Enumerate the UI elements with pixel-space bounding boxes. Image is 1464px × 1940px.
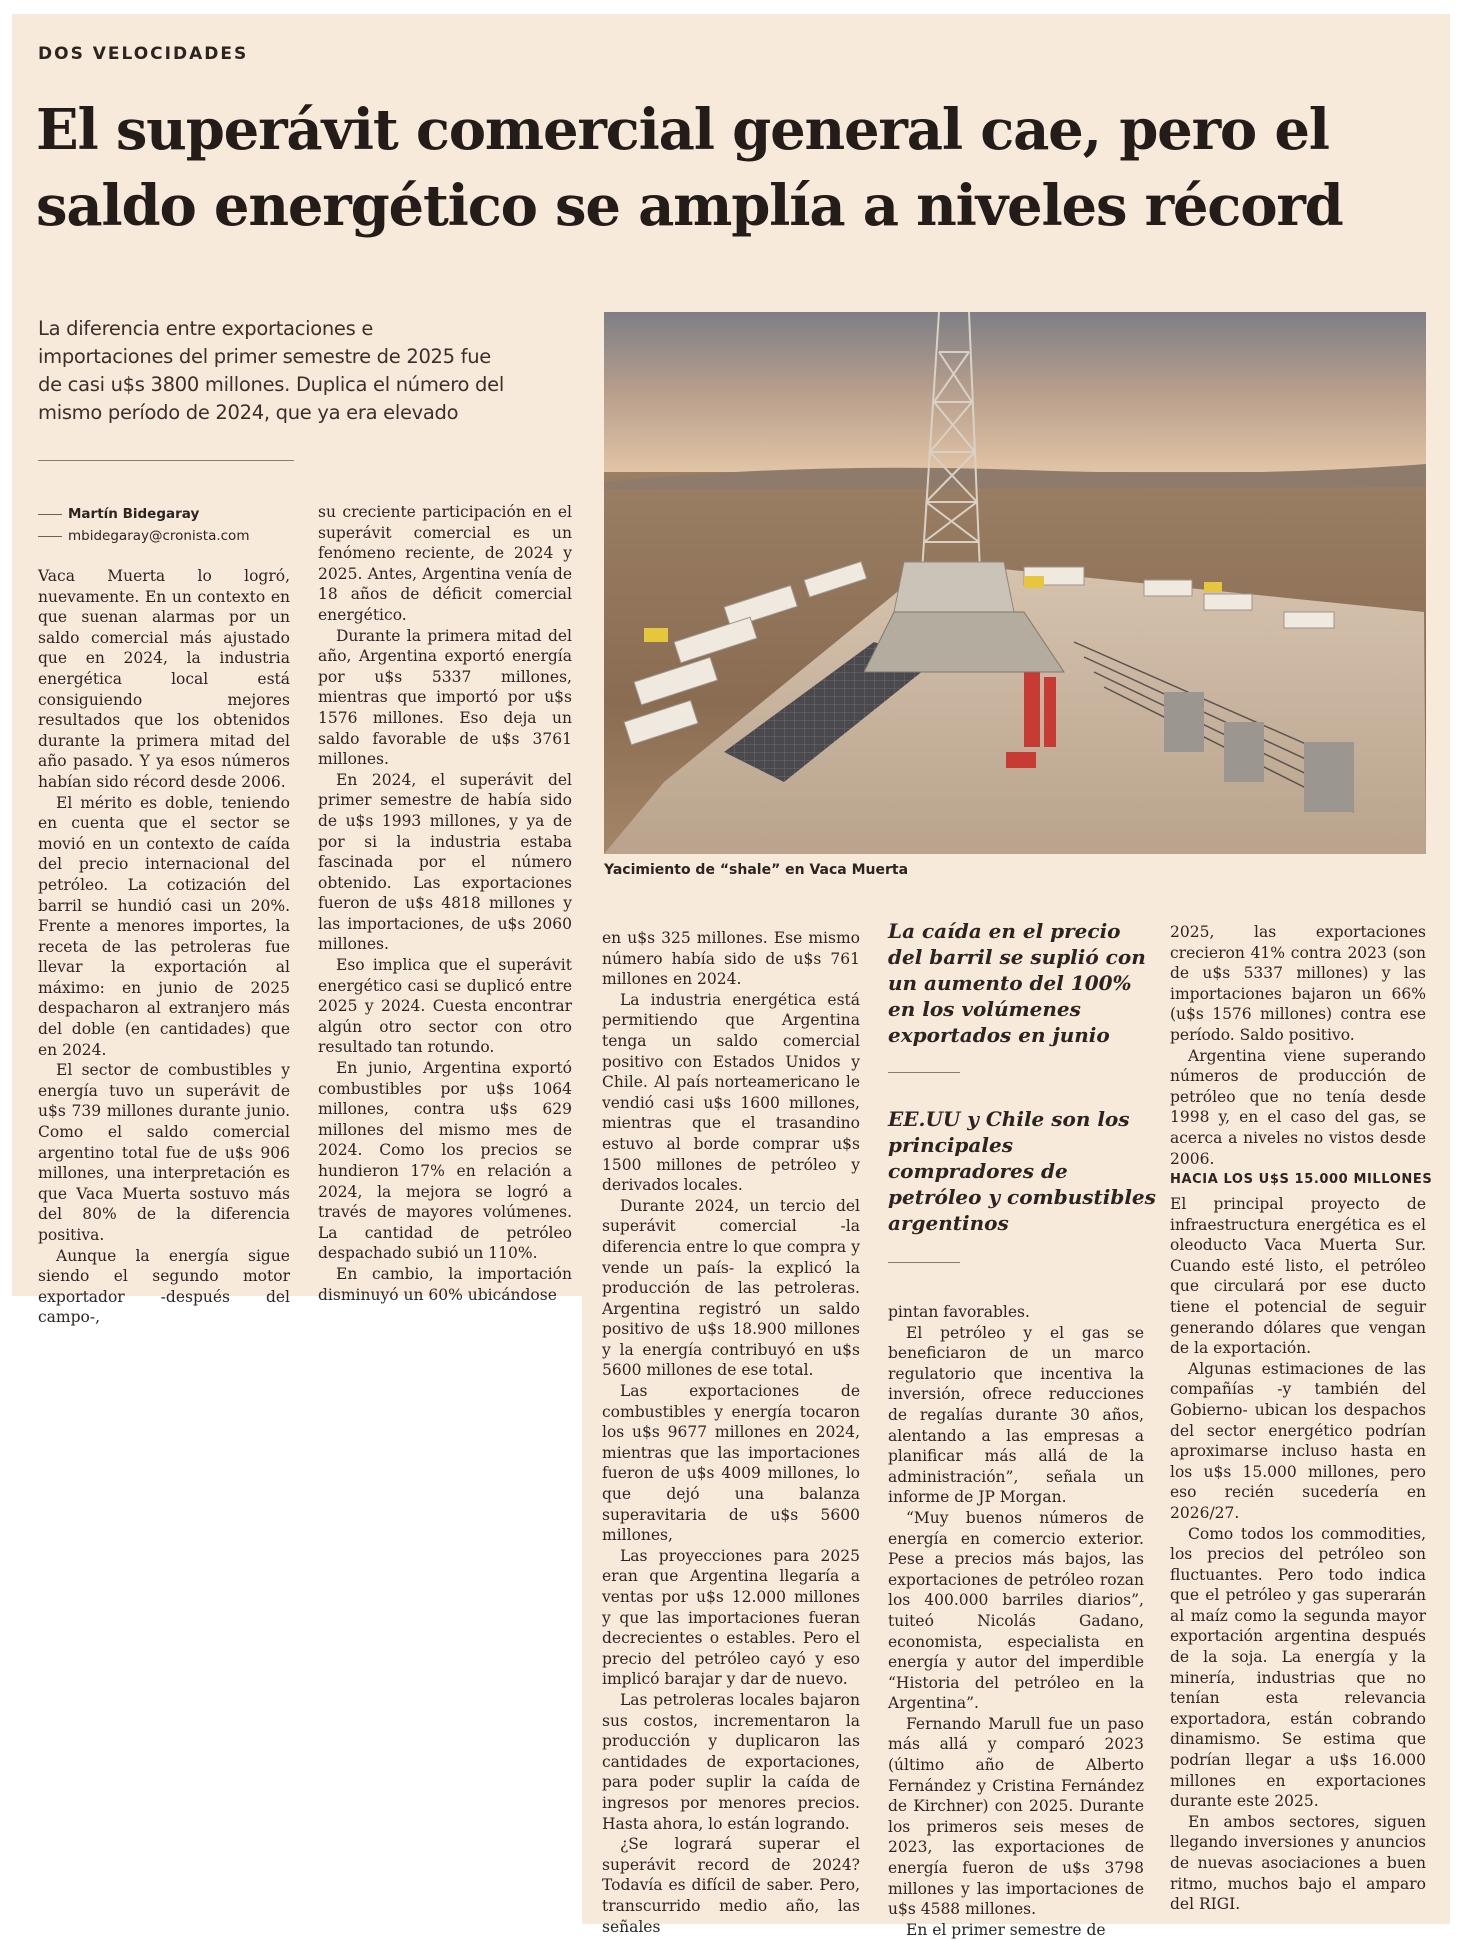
paragraph: Vaca Muerta lo logró, nuevamente. En un contexto en que suenan alarmas por un saldo comercial más ajustado que en 2024, la industria energética local está consiguiendo mejores resultados que los obtenidos durante la primera mitad del año pasado. Y ya esos números habían sido récord desde 2006. bbox=[38, 567, 290, 791]
paragraph: en u$s 325 millones. Ese mismo número había sido de u$s 761 millones en 2024. bbox=[602, 929, 860, 989]
paragraph: Como todos los commodities, los precios del petróleo son fluctuantes. Pero todo indica que el petróleo y gas superarán al maíz como la segunda mayor exportación argentina después de la soja. La energía y la minería, industrias que no tenían esta relevancia exportadora, están cobrando dinamismo. Se estima que podrían llegar a u$s 16.000 millones en exportaciones durante este 2025. bbox=[1170, 1524, 1426, 1811]
paragraph: En ambos sectores, siguen llegando inversiones y anuncios de nuevas asociaciones a buen ritmo, muchos bajo el amparo del RIGI. bbox=[1170, 1812, 1426, 1914]
byline-author bbox=[38, 506, 298, 522]
paragraph: La industria energética está permitiendo que Argentina tenga un saldo comercial positivo con Estados Unidos y Chile. Al país norteamericano le vendió casi u$s 1600 millones, mientras que el trasandino estuvo al borde comprar u$s 1500 millones de petróleo y derivados locales. bbox=[602, 990, 860, 1195]
pull-quote-2: EE.UU y Chile son los principales compradores de petróleo y combustibles argentinos bbox=[888, 1107, 1156, 1235]
column-2 bbox=[318, 502, 572, 1305]
paragraph: Durante la primera mitad del año, Argentina exportó energía por u$s 5337 millones, mientras que importó por u$s 1576 millones. Eso deja un saldo favorable de u$s 3761 millones. bbox=[318, 626, 572, 769]
paragraph: En junio, Argentina exportó combustibles por u$s 1064 millones, contra u$s 629 millones del mismo mes de 2024. Como los precios se hundieron 17% en relación a 2024, la mejora se logró a través de mayores volúmenes. La cantidad de petróleo despachado subió un 110%. bbox=[318, 1059, 572, 1263]
headline-line-1: El superávit comercial general cae, pero el bbox=[36, 97, 1329, 163]
paragraph: Algunas estimaciones de las compañías -y también del Gobierno- ubican los despachos del sector energético podrían aproximarse incluso hasta en los u$s 15.000 millones, pero eso recién sucedería en 2026/27. bbox=[1170, 1359, 1426, 1522]
section-label: DOS VELOCIDADES bbox=[38, 44, 249, 64]
paragraph: “Muy buenos números de energía en comercio exterior. Pese a precios más bajos, las exportaciones de petróleo rozan los 400.000 barriles diarios”, tuiteó Nicolás Gadano, economista, especialista en energía y autor del imperdible “Historia del petróleo en la Argentina”. bbox=[888, 1508, 1144, 1713]
paragraph: ¿Se logrará superar el superávit record de 2024? Todavía es difícil de saber. Pero, transcurrido medio año, las señales bbox=[602, 1835, 860, 1936]
author-name: Martín Bidegaray bbox=[68, 506, 200, 522]
headline-line-2: saldo energético se amplía a niveles récord bbox=[36, 173, 1343, 239]
column-5-bottom bbox=[1170, 1194, 1426, 1915]
divider bbox=[888, 1262, 960, 1263]
byline-dash bbox=[38, 536, 62, 537]
column-5-top bbox=[1170, 922, 1426, 1169]
photo-caption: Yacimiento de “shale” en Vaca Muerta bbox=[604, 862, 909, 878]
paragraph: El mérito es doble, teniendo en cuenta que el sector se movió en un contexto de caída del precio internacional del petróleo. La cotización del barril se hundió casi un 20%. Frente a menores importes, la receta de las petroleras fue llevar la exportación al máximo: en junio de 2025 despacharon al extranjero más del doble (en cantidades) que en 2024. bbox=[38, 793, 290, 1059]
paragraph: Fernando Marull fue un paso más allá y comparó 2023 (último año de Alberto Fernández y Cristina Fernández de Kirchner) con 2025. Durante los primeros seis meses de 2023, las exportaciones de energía fueron de u$s 3798 millones y las importaciones de u$s 4588 millones. bbox=[888, 1714, 1144, 1919]
paragraph: En 2024, el superávit del primer semestre de había sido de u$s 1993 millones, y ya de por si la industria estaba fascinada por el número obtenido. Las exportaciones fueron de u$s 4818 millones y las importaciones, de u$s 2060 millones. bbox=[318, 770, 572, 954]
paragraph: Aunque la energía sigue siendo el segundo motor exportador -después del campo-, bbox=[38, 1246, 290, 1327]
paragraph: El principal proyecto de infraestructura energética es el oleoducto Vaca Muerta Sur. Cuando esté listo, el petróleo que circulará por ese ducto tiene el potencial de seguir generando dólares que vengan de la exportación. bbox=[1170, 1195, 1426, 1358]
paragraph: Las exportaciones de combustibles y energía tocaron los u$s 9677 millones en 2024, mientras que las importaciones fueron de u$s 4009 millones, lo que dejó una balanza superavitaria de u$s 5600 millones, bbox=[602, 1382, 860, 1545]
dek-line-3: de casi u$s 3800 millones. Duplica el número del bbox=[38, 373, 504, 396]
paragraph: su creciente participación en el superávit comercial es un fenómeno reciente, de 2024 y 2025. Antes, Argentina venía de 18 años de déficit comercial energético. bbox=[318, 503, 572, 624]
paragraph: 2025, las exportaciones crecieron 41% contra 2023 (son de u$s 5337 millones) y las importaciones bajaron un 66% (u$s 1576 millones) contra ese período. Saldo positivo. bbox=[1170, 923, 1426, 1044]
column-1 bbox=[38, 566, 290, 1328]
byline-dash bbox=[38, 514, 62, 515]
oil-rig-photo bbox=[604, 312, 1426, 854]
paragraph: pintan favorables. bbox=[888, 1303, 1030, 1321]
paragraph: El sector de combustibles y energía tuvo un superávit de u$s 739 millones durante junio. Como el saldo comercial argentino total fue de u$s 906 millones, una interpretación es que Vaca Muerta sostuvo más del 80% de la diferencia positiva. bbox=[38, 1061, 290, 1244]
pull-quote-1: La caída en el precio del barril se suplió con un aumento del 100% en los volúmenes exportados en junio bbox=[888, 919, 1146, 1047]
divider bbox=[888, 1072, 960, 1073]
column-4 bbox=[888, 1302, 1144, 1940]
dek-line-1: La diferencia entre exportaciones e bbox=[38, 317, 374, 340]
dek-line-4: mismo período de 2024, que ya era elevado bbox=[38, 401, 459, 424]
headline bbox=[36, 92, 1426, 244]
paragraph: Eso implica que el superávit energético casi se duplicó entre 2025 y 2024. Cuesta encontrar algún otro sector con otro resultado tan rotundo. bbox=[318, 956, 572, 1057]
byline-email bbox=[38, 528, 298, 544]
divider bbox=[38, 460, 294, 461]
column-3 bbox=[602, 928, 860, 1937]
paragraph: Argentina viene superando números de producción de petróleo que no tenía desde 1998 y, en el caso del gas, se acerca a niveles no vistos desde 2006. bbox=[1170, 1046, 1426, 1168]
paragraph: Las proyecciones para 2025 eran que Argentina llegaría a ventas por u$s 12.000 millones y que las importaciones fueran decrecientes o estables. Pero el precio del petróleo cayó y eso implicó barajar y dar de nuevo. bbox=[602, 1546, 860, 1689]
paragraph: En cambio, la importación disminuyó un 60% ubicándose bbox=[318, 1264, 572, 1304]
paragraph: Durante 2024, un tercio del superávit comercial -la diferencia entre lo que compra y vende un país- la explicó la producción de las petroleras. Argentina registró un saldo positivo de u$s 18.900 millones y la energía contribuyó en u$s 5600 millones de ese total. bbox=[602, 1196, 860, 1380]
paragraph: Las petroleras locales bajaron sus costos, incrementaron la producción y duplicaron las cantidades de exportaciones, para poder suplir la caída de ingresos por menores precios. Hasta ahora, lo están logrando. bbox=[602, 1690, 860, 1833]
page-margin bbox=[12, 1296, 582, 1926]
paragraph: El petróleo y el gas se beneficiaron de un marco regulatorio que incentiva la inversión, ofrece reducciones de regalías durante 30 años, alentando a las empresas a planificar más allá de la administración”, señala un informe de JP Morgan. bbox=[888, 1323, 1144, 1507]
dek-line-2: importaciones del primer semestre de 2025 fue bbox=[38, 345, 491, 368]
subhead: HACIA LOS U$S 15.000 MILLONES bbox=[1170, 1172, 1433, 1187]
photo-illustration bbox=[604, 312, 1426, 854]
dek bbox=[38, 315, 538, 427]
paragraph: En el primer semestre de bbox=[906, 1920, 1106, 1939]
author-email: mbidegaray@cronista.com bbox=[68, 528, 250, 544]
